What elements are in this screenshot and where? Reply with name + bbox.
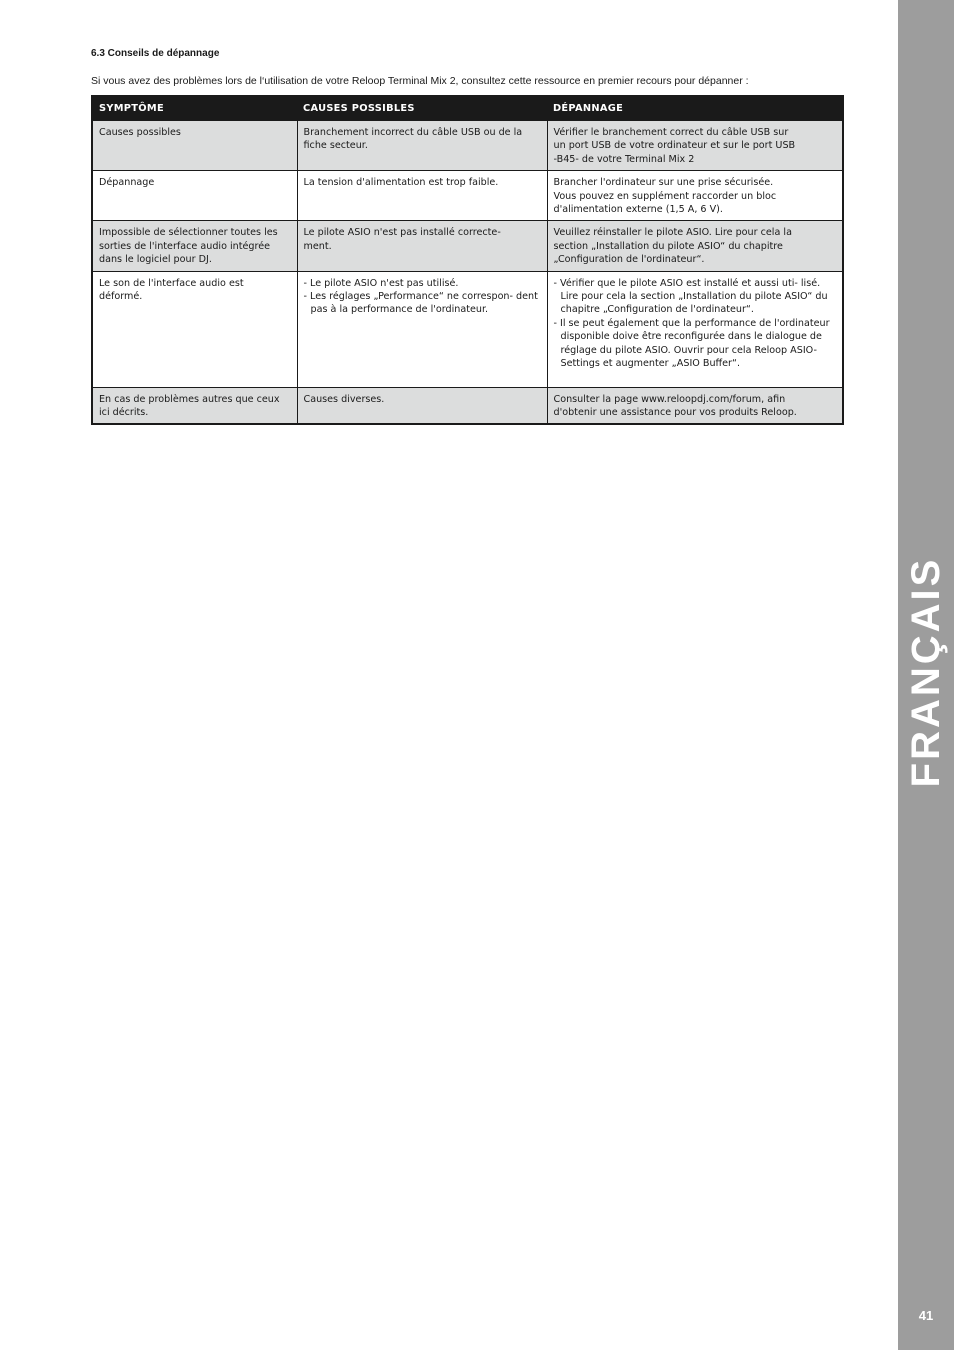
cell-text: Veuillez réinstaller le pilote ASIO. Lire pour cela la <box>553 227 792 239</box>
table-header-row <box>92 96 843 121</box>
causes-cell <box>297 271 547 387</box>
causes-cell <box>297 221 547 271</box>
remedy-cell <box>547 221 843 271</box>
cell-text: déformé. <box>99 291 143 303</box>
header-causes: CAUSES POSSIBLES <box>297 96 547 121</box>
cell-text: Vous pouvez en supplément raccorder un bloc <box>553 190 777 202</box>
cell-text: d'alimentation externe (1,5 A, 6 V). <box>553 204 723 216</box>
symptom-cell <box>92 121 297 171</box>
header-remedy: DÉPANNAGE <box>547 96 843 121</box>
cell-text: ment. <box>303 240 332 252</box>
symptom-cell <box>92 221 297 271</box>
cell-text: -B45- de votre Terminal Mix 2 <box>553 153 695 165</box>
bullet-item: - Il se peut également que la performance de l'ordinateur disponible doive être reconfigurée dans le dialogue de réglage du pilote ASIO. Ouvrir pour cela Reloop ASIO-Settings et augmenter „ASIO Buffer“. <box>553 317 830 370</box>
table-row <box>92 121 843 171</box>
cell-text: section „Installation du pilote ASIO“ du chapitre <box>553 240 783 252</box>
remedy-cell <box>547 121 843 171</box>
cell-text: Impossible de sélectionner toutes les <box>99 227 278 239</box>
cell-text: Dépannage <box>99 177 155 189</box>
cell-text: Le son de l'interface audio est <box>99 277 244 289</box>
cell-text: Consulter la page www.reloopdj.com/forum, afin <box>553 393 786 405</box>
table-row <box>92 221 843 271</box>
causes-cell <box>297 387 547 424</box>
language-label: FRANÇAIS <box>904 556 948 788</box>
symptom-cell <box>92 387 297 424</box>
cell-text: dans le logiciel pour DJ. <box>99 254 212 266</box>
cell-text: d'obtenir une assistance pour vos produits Reloop. <box>553 407 797 419</box>
bullet-item: - Vérifier que le pilote ASIO est installé et aussi uti- lisé. Lire pour cela la section „Installation du pilote ASIO“ du chapitre „Configuration de l'ordinateur“. <box>553 277 828 316</box>
cell-text: Vérifier le branchement correct du câble USB sur <box>553 127 789 138</box>
bullet-item: - Les réglages „Performance“ ne correspon- dent pas à la performance de l'ordinateur. <box>303 291 538 316</box>
cell-text: Causes diverses. <box>303 393 385 405</box>
cell-text: Causes possibles <box>99 127 181 138</box>
cell-text: un port USB de votre ordinateur et sur le port USB <box>553 140 796 152</box>
troubleshooting-table <box>91 95 844 425</box>
table-row <box>92 387 843 424</box>
header-symptom: SYMPTÔME <box>92 96 297 121</box>
remedy-cell <box>547 271 843 387</box>
remedy-cell <box>547 171 843 221</box>
table-row <box>92 271 843 387</box>
table-row <box>92 171 843 221</box>
cell-text: sorties de l'interface audio intégrée <box>99 240 271 252</box>
page-number: 41 <box>918 1308 934 1323</box>
bullet-item: - Le pilote ASIO n'est pas utilisé. <box>303 277 459 289</box>
section-title: 6.3 Conseils de dépannage <box>91 48 220 59</box>
intro-paragraph: Si vous avez des problèmes lors de l‘utilisation de votre Reloop Terminal Mix 2, consultez cette ressource en premier recours pour dépanner : <box>91 75 749 87</box>
remedy-cell <box>547 387 843 424</box>
cell-text: Branchement incorrect du câble USB ou de la <box>303 127 523 138</box>
symptom-cell <box>92 271 297 387</box>
symptom-cell <box>92 171 297 221</box>
causes-cell <box>297 121 547 171</box>
cell-text: „Configuration de l'ordinateur“. <box>553 254 705 266</box>
causes-cell <box>297 171 547 221</box>
cell-text: Le pilote ASIO n'est pas installé correcte- <box>303 227 501 239</box>
cell-text: fiche secteur. <box>303 140 368 152</box>
cell-text: ici décrits. <box>99 407 149 419</box>
cell-text: La tension d'alimentation est trop faible. <box>303 177 499 189</box>
cell-text: Brancher l'ordinateur sur une prise sécurisée. <box>553 177 774 189</box>
cell-text: En cas de problèmes autres que ceux <box>99 393 280 405</box>
